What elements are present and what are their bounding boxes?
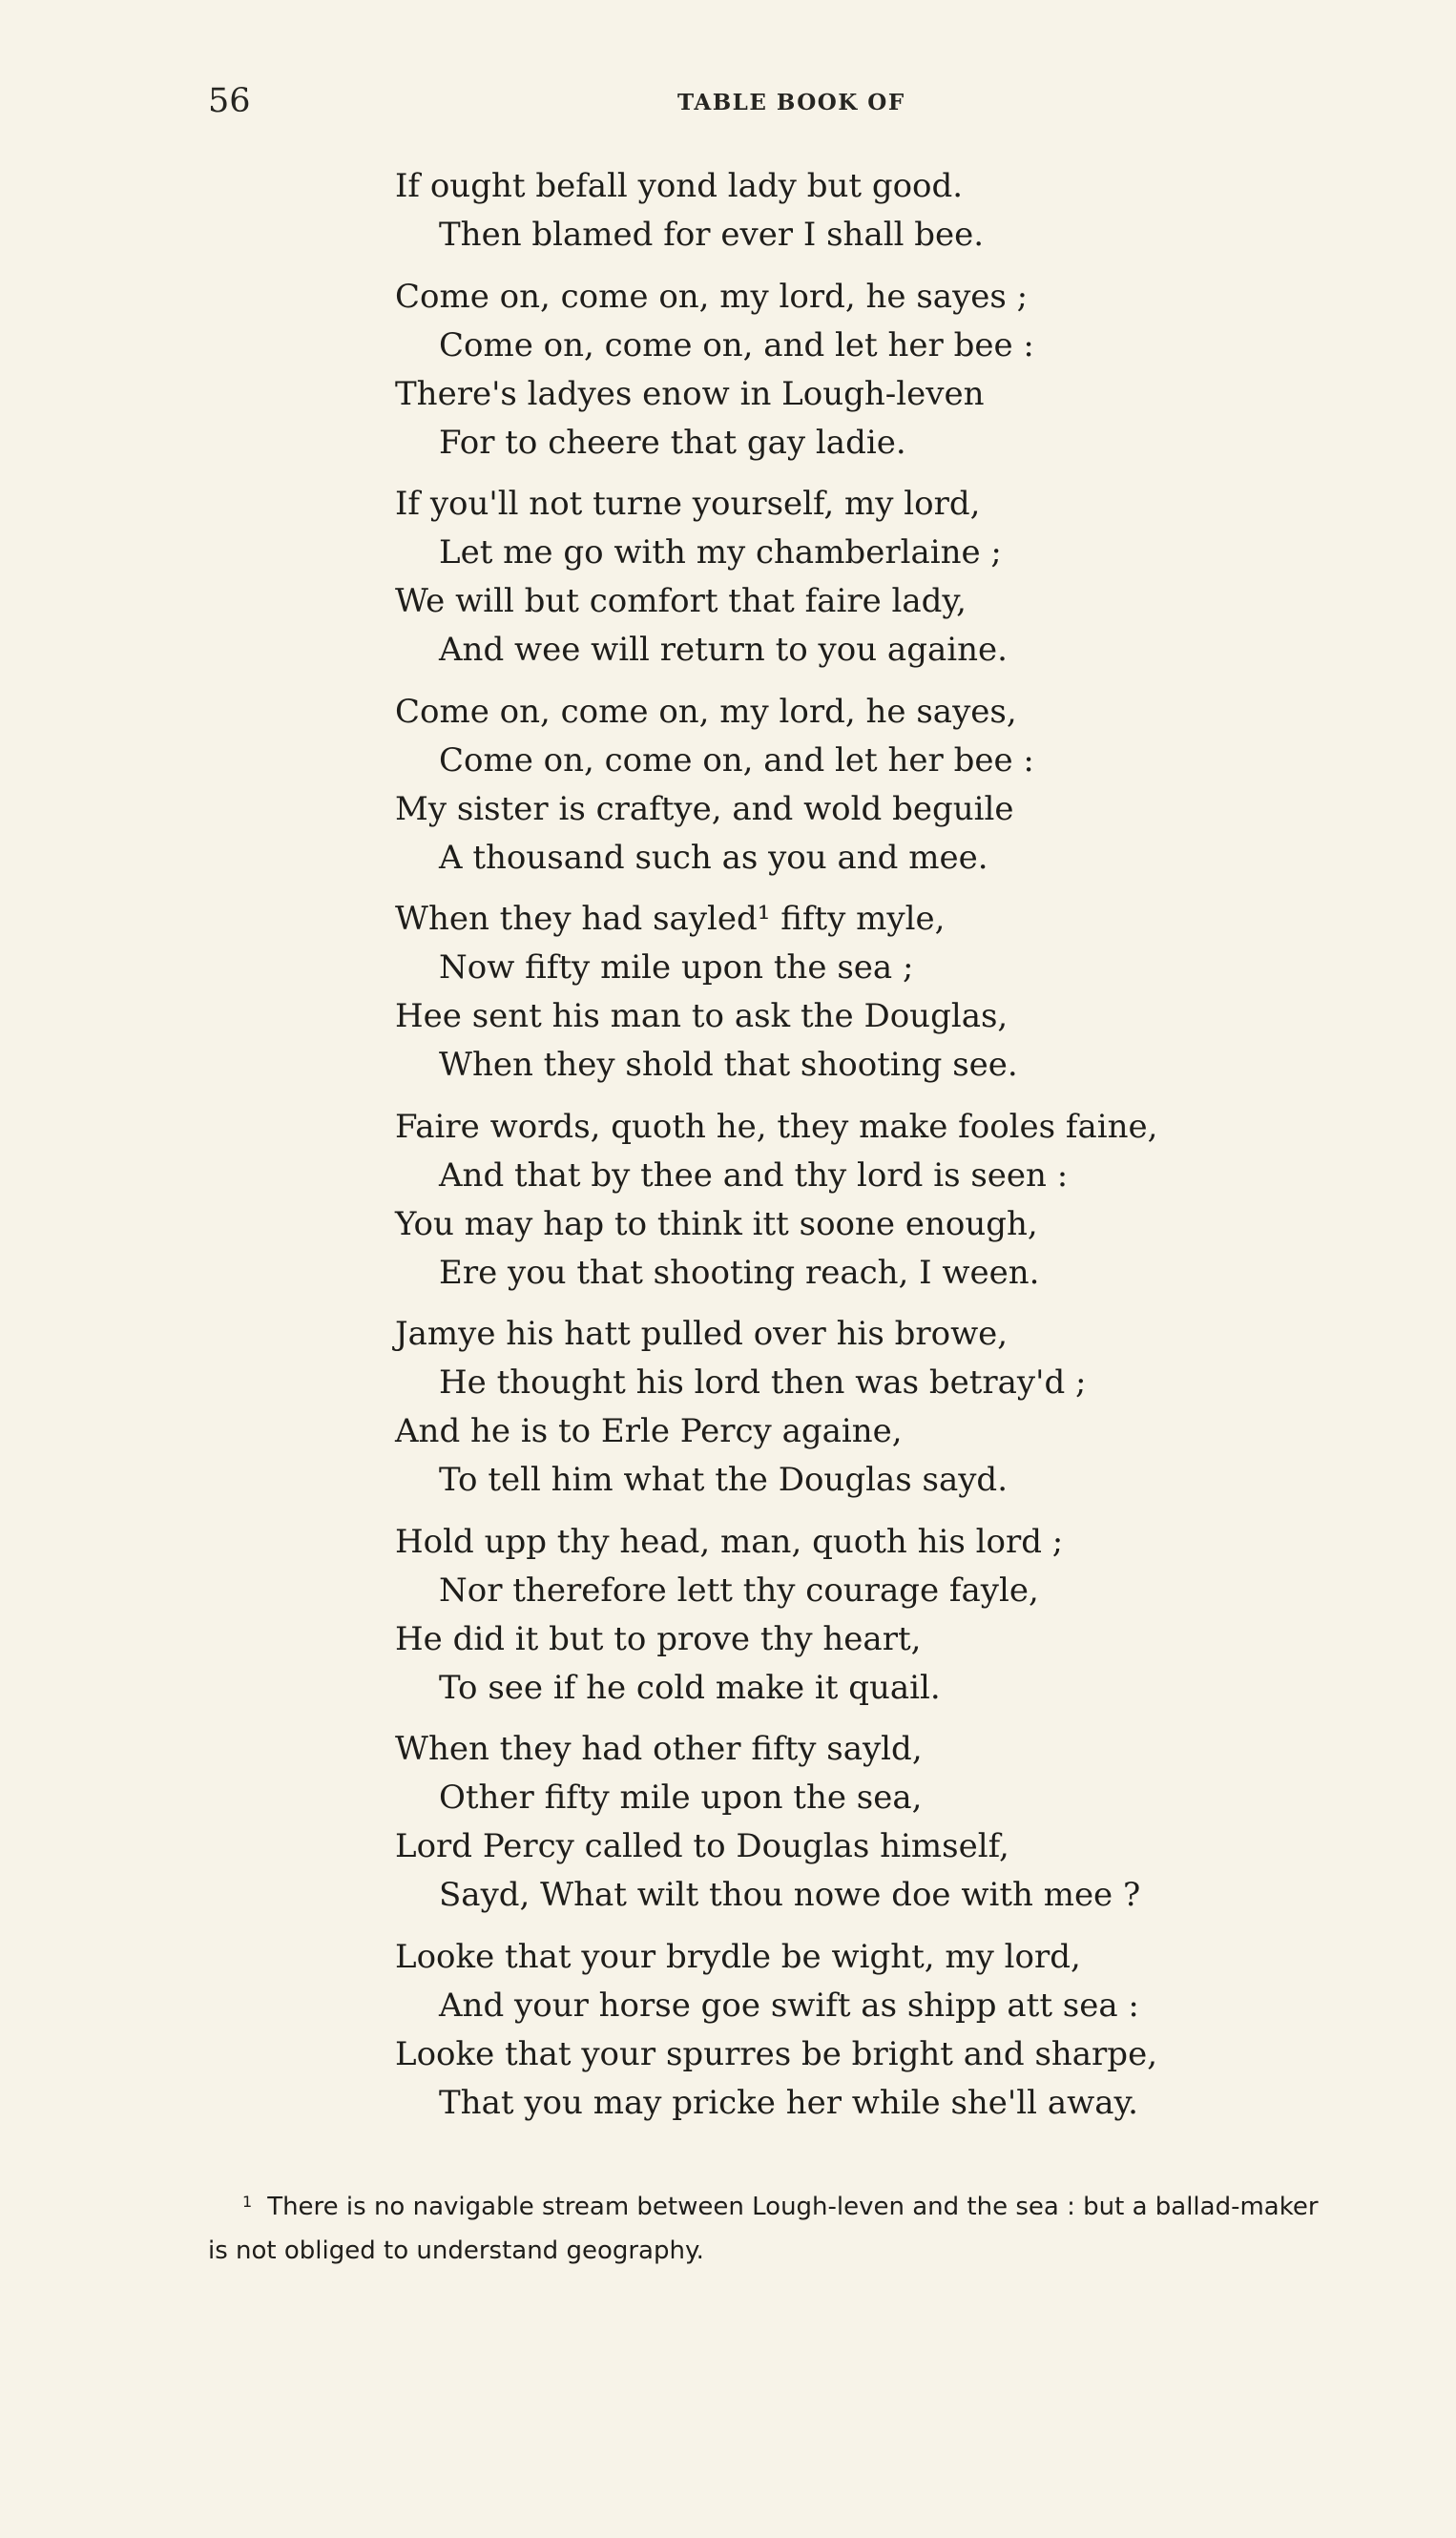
verse-line: When they shold that shooting see. bbox=[439, 1046, 1018, 1084]
stanza bbox=[395, 162, 1254, 260]
verse-line: Come on, come on, my lord, he sayes ; bbox=[395, 277, 1029, 316]
poem-body bbox=[395, 162, 1254, 2140]
verse-line: If you'll not turne yourself, my lord, bbox=[395, 485, 981, 523]
stanza bbox=[395, 480, 1254, 675]
verse-line: Let me go with my chamberlaine ; bbox=[439, 533, 1002, 572]
stanza bbox=[395, 688, 1254, 883]
verse-line: He thought his lord then was betray'd ; bbox=[439, 1363, 1087, 1402]
verse-line: And your horse goe swift as shipp att sea : bbox=[439, 1986, 1139, 2025]
verse-line: When they had other fifty sayld, bbox=[395, 1730, 923, 1768]
verse-line: Jamye his hatt pulled over his browe, bbox=[395, 1315, 1009, 1353]
stanza bbox=[395, 1103, 1254, 1298]
running-head: TABLE BOOK OF bbox=[677, 90, 905, 115]
verse-line: There's ladyes enow in Lough-leven bbox=[395, 374, 985, 413]
verse-line: Hee sent his man to ask the Douglas, bbox=[395, 997, 1009, 1035]
verse-line: Hold upp thy head, man, quoth his lord ; bbox=[395, 1522, 1064, 1561]
verse-line: Looke that your spurres be bright and sharpe, bbox=[395, 2034, 1157, 2073]
page-header bbox=[0, 80, 1456, 137]
page-number: 56 bbox=[208, 82, 251, 120]
verse-line: To see if he cold make it quail. bbox=[439, 1668, 941, 1707]
verse-line: Faire words, quoth he, they make fooles faine, bbox=[395, 1107, 1158, 1146]
verse-line: And that by thee and thy lord is seen : bbox=[439, 1155, 1069, 1195]
verse-line: Sayd, What wilt thou nowe doe with mee ? bbox=[439, 1876, 1141, 1914]
verse-line: My sister is craftye, and wold beguile bbox=[395, 789, 1014, 828]
verse-line: Then blamed for ever I shall bee. bbox=[439, 216, 985, 254]
verse-line: When they had sayled¹ fifty myle, bbox=[395, 900, 946, 938]
footnote-text: There is no navigable stream between Lough-leven and the sea : but a ballad-maker bbox=[267, 2193, 1319, 2221]
footnote-marker: 1 bbox=[242, 2193, 253, 2211]
verse-line: Come on, come on, and let her bee : bbox=[439, 740, 1034, 780]
verse-line: He did it but to prove thy heart, bbox=[395, 1619, 922, 1658]
stanza bbox=[395, 273, 1254, 468]
footnote-line bbox=[208, 2180, 1425, 2229]
verse-line: And wee will return to you againe. bbox=[439, 631, 1008, 669]
verse-line: That you may pricke her while she'll away. bbox=[439, 2083, 1138, 2122]
stanza bbox=[395, 1310, 1254, 1505]
verse-line: Looke that your brydle be wight, my lord, bbox=[395, 1937, 1081, 1976]
verse-line: Lord Percy called to Douglas himself, bbox=[395, 1827, 1009, 1865]
verse-line: You may hap to think itt soone enough, bbox=[395, 1204, 1038, 1243]
stanza bbox=[395, 1518, 1254, 1713]
verse-line: Nor therefore lett thy courage fayle, bbox=[439, 1571, 1039, 1610]
verse-line: Other fifty mile upon the sea, bbox=[439, 1779, 923, 1817]
footnote bbox=[208, 2180, 1425, 2273]
verse-line: Now fifty mile upon the sea ; bbox=[439, 948, 914, 987]
verse-line: Come on, come on, my lord, he sayes, bbox=[395, 692, 1017, 731]
verse-line: A thousand such as you and mee. bbox=[439, 838, 988, 877]
verse-line: And he is to Erle Percy againe, bbox=[395, 1412, 903, 1450]
verse-line: To tell him what the Douglas sayd. bbox=[439, 1461, 1008, 1499]
stanza bbox=[395, 1933, 1254, 2128]
verse-line: We will but comfort that faire lady, bbox=[395, 582, 967, 620]
stanza bbox=[395, 1725, 1254, 1920]
stanza bbox=[395, 895, 1254, 1090]
verse-line: For to cheere that gay ladie. bbox=[439, 423, 906, 462]
verse-line: Ere you that shooting reach, I ween. bbox=[439, 1253, 1040, 1292]
footnote-line: is not obliged to understand geography. bbox=[208, 2236, 704, 2265]
verse-line: Come on, come on, and let her bee : bbox=[439, 325, 1034, 364]
verse-line: If ought befall yond lady but good. bbox=[395, 167, 964, 205]
